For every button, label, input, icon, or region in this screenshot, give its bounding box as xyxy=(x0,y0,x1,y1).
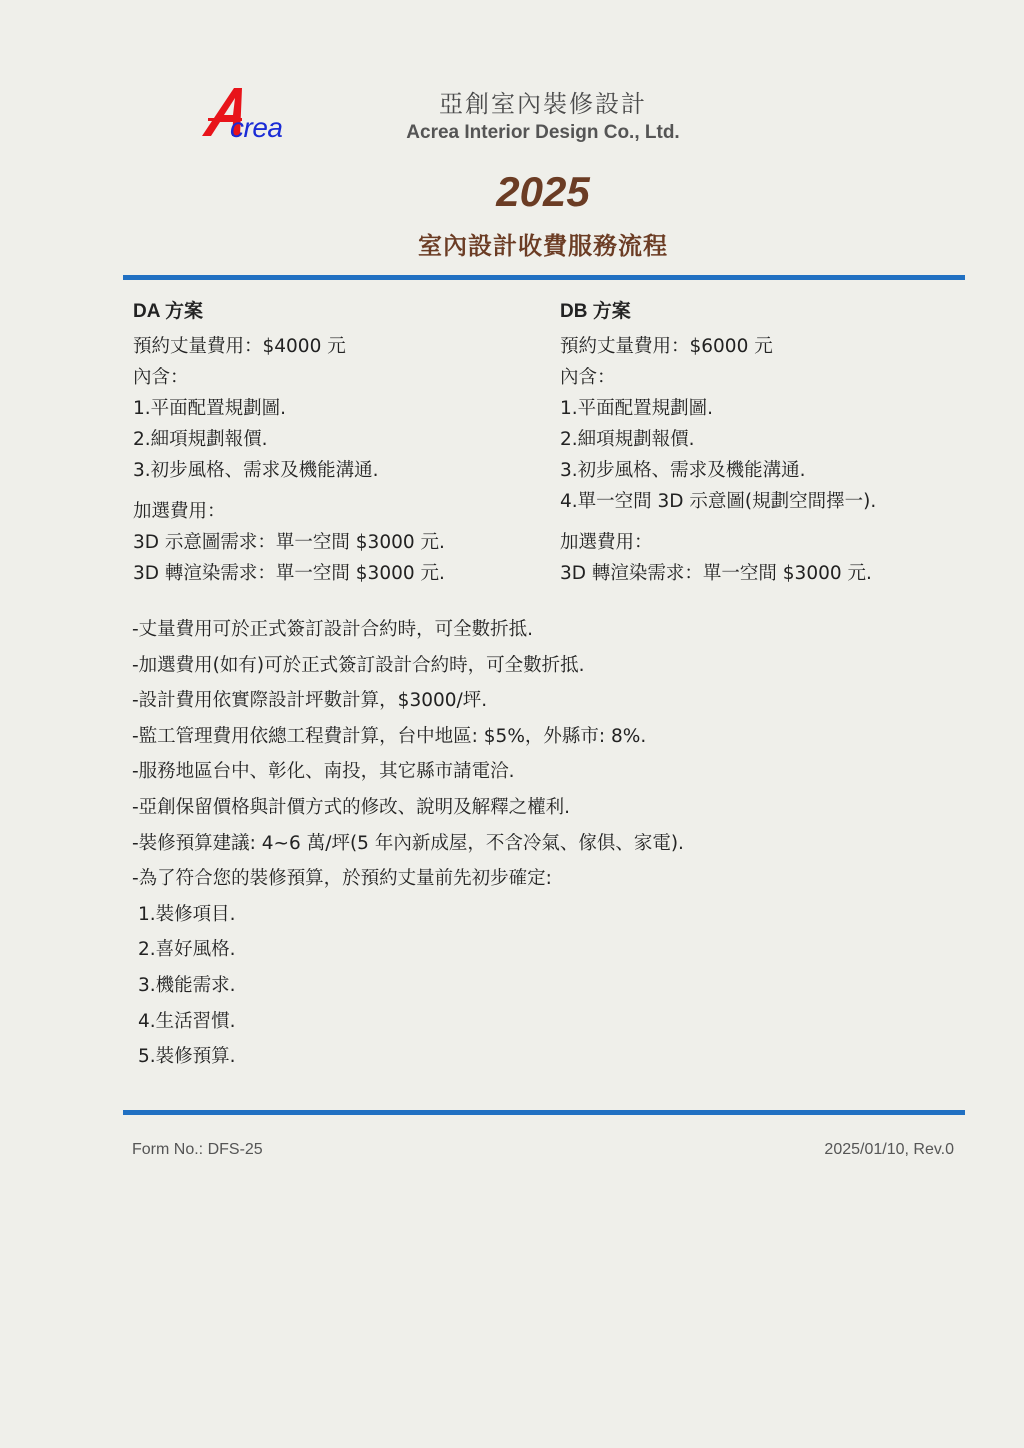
note-line: -裝修預算建議: 4~6 萬/坪(5 年內新成屋，不含冷氣、傢俱、家電). xyxy=(132,832,684,854)
bottom-divider xyxy=(123,1110,965,1115)
plan-da-item: 2.細項規劃報價. xyxy=(133,429,268,450)
plan-db-item: 4.單一空間 3D 示意圖(規劃空間擇一). xyxy=(560,491,877,512)
spacer xyxy=(133,486,533,496)
checklist-item: 2.喜好風格. xyxy=(138,939,236,961)
plan-db-item: 1.平面配置規劃圖. xyxy=(560,398,714,419)
plan-da xyxy=(133,296,533,589)
company-name-english: Acrea Interior Design Co., Ltd. xyxy=(406,122,680,143)
checklist-item: 4.生活習慣. xyxy=(138,1010,236,1032)
note-line: -亞創保留價格與計價方式的修改、說明及解釋之權利. xyxy=(132,796,571,818)
plan-da-addon: 3D 示意圖需求：單一空間 $3000 元. xyxy=(133,532,445,553)
checklist-item: 1.裝修項目. xyxy=(138,903,236,925)
plan-db-addon-label: 加選費用： xyxy=(560,532,653,553)
plan-da-title: DA 方案 xyxy=(133,301,204,322)
plan-da-fee: 預約丈量費用：$4000 元 xyxy=(133,336,346,357)
plan-db-item: 3.初步風格、需求及機能溝通. xyxy=(560,460,806,481)
revision-date: 2025/01/10, Rev.0 xyxy=(824,1141,954,1158)
logo-wordmark: crea xyxy=(230,112,283,143)
checklist-item: 3.機能需求. xyxy=(138,974,236,996)
form-number: Form No.: DFS-25 xyxy=(132,1141,263,1158)
plan-da-addon-label: 加選費用： xyxy=(133,501,226,522)
note-line: -為了符合您的裝修預算，於預約丈量前先初步確定: xyxy=(132,868,552,890)
document-title: 室內設計收費服務流程 xyxy=(418,232,668,260)
note-line: -服務地區台中、彰化、南投，其它縣市請電洽. xyxy=(132,761,515,783)
top-divider xyxy=(123,275,965,280)
plan-da-item: 1.平面配置規劃圖. xyxy=(133,398,287,419)
terms-notes xyxy=(132,612,952,1075)
spacer xyxy=(560,517,960,527)
plan-da-item: 3.初步風格、需求及機能溝通. xyxy=(133,460,379,481)
note-line: -丈量費用可於正式簽訂設計合約時，可全數折抵. xyxy=(132,619,534,640)
note-line: -設計費用依實際設計坪數計算，$3000/坪. xyxy=(132,690,488,712)
plan-db-title: DB 方案 xyxy=(560,301,631,322)
plan-da-includes-label: 內含： xyxy=(133,367,189,388)
plan-db-includes-label: 內含： xyxy=(560,367,616,388)
plan-db xyxy=(560,296,960,589)
plan-db-fee: 預約丈量費用：$6000 元 xyxy=(560,336,773,357)
company-name-chinese: 亞創室內裝修設計 xyxy=(439,90,647,118)
plan-db-addon: 3D 轉渲染需求：單一空間 $3000 元. xyxy=(560,563,872,584)
plan-da-addon: 3D 轉渲染需求：單一空間 $3000 元. xyxy=(133,563,445,584)
plan-db-item: 2.細項規劃報價. xyxy=(560,429,695,450)
note-line: -監工管理費用依總工程費計算，台中地區: $5%，外縣市: 8%. xyxy=(132,725,647,747)
note-line: -加選費用(如有)可於正式簽訂設計合約時，可全數折抵. xyxy=(132,654,585,676)
checklist-item: 5.裝修預算. xyxy=(138,1046,236,1068)
company-logo xyxy=(200,84,320,144)
document-year: 2025 xyxy=(496,168,590,215)
